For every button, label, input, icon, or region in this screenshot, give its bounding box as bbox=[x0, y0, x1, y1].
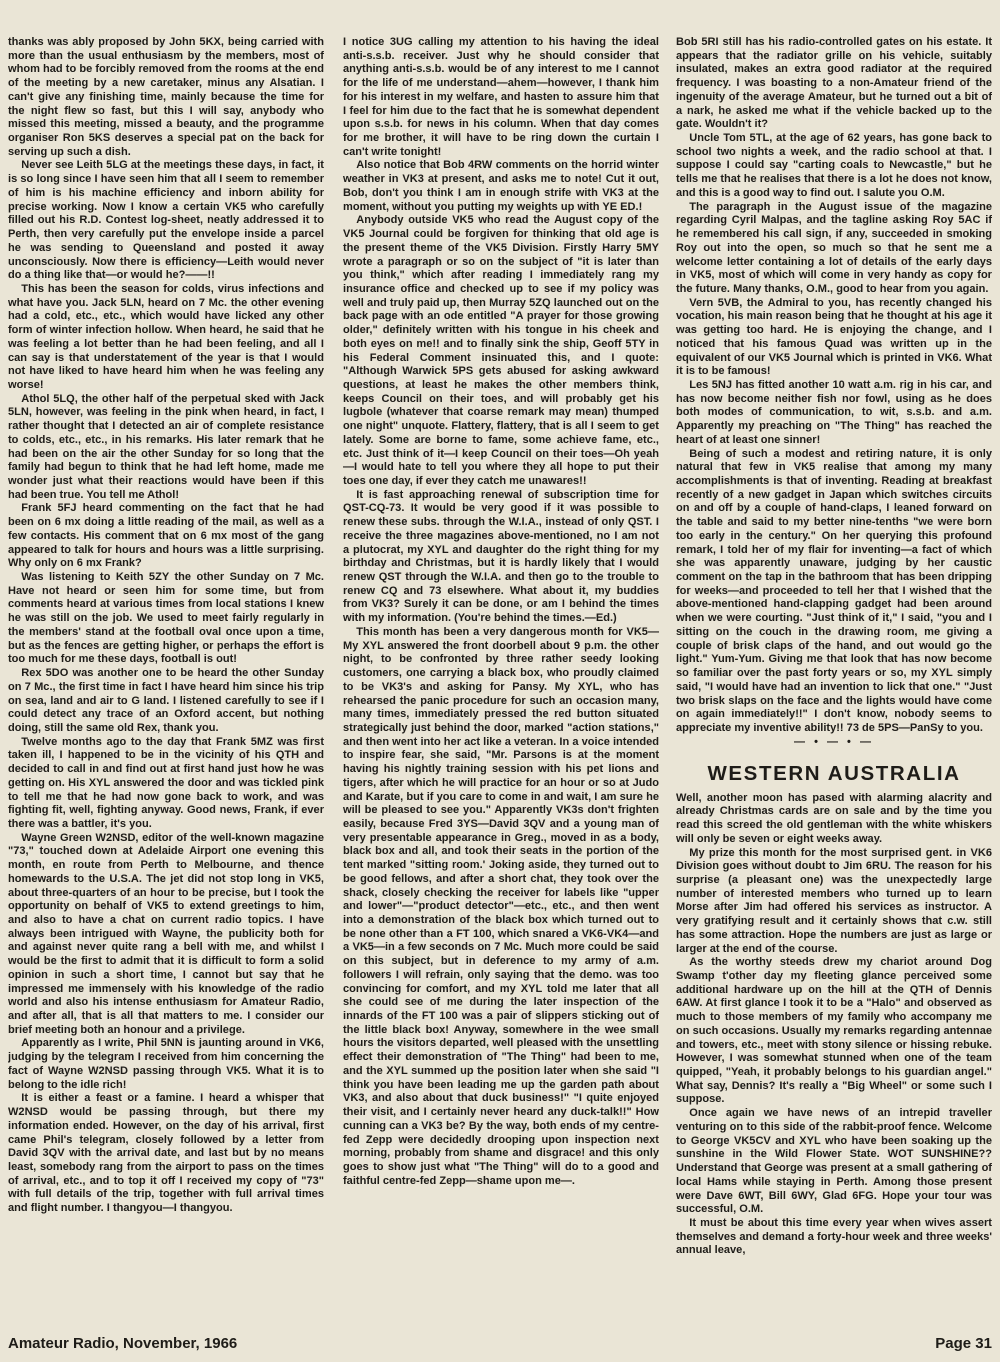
paragraph: Frank 5FJ heard commenting on the fact that he had been on 6 mx doing a little reading of the mail, as well as a few contacts. His comment that on 6 mx most of the gang appeared to talk for hours and hours was a little surprising. Why only on 6 mx Frank? bbox=[8, 502, 324, 570]
paragraph: The paragraph in the August issue of the magazine regarding Cyril Malpas, and the tagline asking Roy 5AC if he remembered his call sign, if any, succeeded in smoking Roy out into the open, so much so that he sent me a welcome letter containing a lot of details of the early days in VK5, most of which will come in very handy as copy for the future. Many thanks, O.M., good to hear from you again. bbox=[676, 200, 992, 295]
paragraph: It is either a feast or a famine. I heard a whisper that W2NSD would be passing through, but there my information ended. However, on the day of his arrival, first came Phil's telegram, closely followed by a letter from David 3QV with the arrival date, and last but by no means least, somebody rang from the airport to pass on the times of arrival, etc., and to top it off I received my copy of "73" with full details of the trip, together with full arrival times and flight number. I thangyou—I thangyou. bbox=[8, 1092, 324, 1215]
paragraph: Rex 5DO was another one to be heard the other Sunday on 7 Mc., the first time in fact I have heard him since his trip on sea, land and air to G land. I listened carefully to see if I could detect any trace of an Oxford accent, but nothing doing, still the same old Rex, thank you. bbox=[8, 667, 324, 734]
column-1 bbox=[8, 36, 324, 1326]
page-number: Page 31 bbox=[935, 1335, 992, 1352]
publication-info: Amateur Radio, November, 1966 bbox=[8, 1335, 238, 1352]
paragraph: It is fast approaching renewal of subscription time for QST-CQ-73. It would be very good if it was possible to renew these subs. through the W.I.A., instead of only QST. I receive the three magazines above-mentioned, no I am not a plutocrat, my XYL and daughter do the right thing for my birthday and Christmas, but it is hardly likely that I would renew QST through the W.I.A. and then go to the trouble to renew CQ and 73 elsewhere. What about it, my buddies from VK3? Surely it can be done, or am I behind the times with my information. (You're behind the times.—Ed.) bbox=[343, 488, 659, 625]
paragraph: Never see Leith 5LG at the meetings these days, in fact, it is so long since I have seen him that all I seem to remember of him is his machine efficiency and inborn ability for precise working. Now I know a certain VK5 who carefully filled out his R.D. Contest log-sheet, neatly addressed it to Perth, then very carefully put the envelope inside a parcel he was sending to Queensland and posted it away unconsciously. Now there is efficiency—Leith would never do a thing like that—or would he?——!! bbox=[8, 159, 324, 282]
column-3-vk5-section bbox=[676, 36, 992, 736]
paragraph: Once again we have news of an intrepid traveller venturing on to this side of the rabbit-proof fence. Welcome to George VK5CV and XYL who have been soaking up the sunshine in the Wild Flower State. WOT SUNSHINE?? Understand that George was present at a small gathering of local Hams while staying in Perth. Among those present were Dave 6WT, Bill 6WY, Glad 6FG. Hope your tour was successful, O.M. bbox=[676, 1107, 992, 1216]
paragraph: As the worthy steeds drew my chariot around Dog Swamp t'other day my fleeting glance perceived some additional hardware up on the hill at the QTH of Dennis 6AW. At first glance I took it to be a "Halo" and observed as much to those members of my family who accompany me on such occasions. Usually my remarks regarding antennae and towers, etc., meet with stony silence or hissing rebuke. However, I was somewhat stunned when one of the team quipped, "Yeah, it probably belongs to his guardian angel." What say, Dennis? It's really a "Big Wheel" or some such I suppose. bbox=[676, 956, 992, 1106]
paragraph: Uncle Tom 5TL, at the age of 62 years, has gone back to school two nights a week, and the radio school at that. I suppose I could say "carting coals to Newcastle," but he tells me that he realises that there is a lot he does not know, and this is a good way to find out. I salute you O.M. bbox=[676, 132, 992, 199]
paragraph: Athol 5LQ, the other half of the perpetual sked with Jack 5LN, however, was feeling in the pink when heard, in fact, I rather thought that I detected an air of complete resistance to colds, etc., etc., in his remarks. His later remark that he had been on the air the other Sunday for so long that the family had begun to think that he had left home, made me wonder just what their reactions would have been if this had been true. You tell me Athol! bbox=[8, 392, 324, 501]
paragraph: Apparently as I write, Phil 5NN is jaunting around in VK6, judging by the telegram I received from him concerning the fact of Wayne W2NSD passing through VK5. What it is to belong to the idle rich! bbox=[8, 1037, 324, 1091]
paragraph: This has been the season for colds, virus infections and what have you. Jack 5LN, heard on 7 Mc. the other evening had a cold, etc., etc., which would have licked any other form of winter infection hollow. When heard, he said that he was feeling a lot better than he had been feeling, and all I can say is that understatement of the year is that I would not have liked to have heard him when he was feeling any worse! bbox=[8, 282, 324, 391]
paragraph: My prize this month for the most surprised gent. in VK6 Division goes without doubt to Jim 6RU. The reason for his surprise (a pleasant one) was the unexpectedly large number of interested members who turned up to learn Morse after Jim had offered his services as instructor. A very gratifying result and it certainly shows that c.w. still has some attraction. Hope the numbers are just as large or larger at the end of the course. bbox=[676, 846, 992, 955]
paragraph: Also notice that Bob 4RW comments on the horrid winter weather in VK3 at present, and asks me to note! Cut it out, Bob, don't you think I am in enough strife with VK3 at the moment, without you putting my weights up with YE ED.! bbox=[343, 159, 659, 213]
paragraph: Was listening to Keith 5ZY the other Sunday on 7 Mc. Have not heard or seen him for some time, but from comments heard at various times from local stations I knew he was still on the job. We used to meet fairly regularly in the members' stand at the football oval once upon a time, but as the fences are getting higher, or perhaps the effort is too much for me these days, football is out! bbox=[8, 571, 324, 666]
western-australia-heading: WESTERN AUSTRALIA bbox=[707, 761, 961, 785]
paragraph: Vern 5VB, the Admiral to you, has recently changed his vocation, his main reason being that he thought at his age it was getting too hard. He is enjoying the change, and I noticed that his famous Quad was written up in the equivalent of our VK5 Journal which is printed in VK6. What it is to be famous! bbox=[676, 296, 992, 378]
column-3-wa-section bbox=[676, 792, 992, 1258]
section-separator: — • — • — bbox=[794, 735, 874, 748]
column-3 bbox=[676, 36, 992, 1326]
paragraph: Wayne Green W2NSD, editor of the well-known magazine "73," touched down at Adelaide Airport one evening this month, en route from Perth to Melbourne, and thence homewards to the U.S.A. The jet did not stop long in VK5, about three-quarters of an hour to be precise, but I took the opportunity on behalf of VK5 to extend greetings to him, and also to have a chat on current radio topics. I have always been intrigued with Wayne, the publicity both for and against never quite rang a bell with me, and whilst I would be the first to admit that it is difficult to form a solid opinion in such a short time, I cannot but say that he impressed me immensely with his knowledge of the radio world and also his intense enthusiasm for Amateur Radio, and after all, that is all that matters to me. I consider our brief meeting both an honour and a privilege. bbox=[8, 831, 324, 1036]
paragraph: Les 5NJ has fitted another 10 watt a.m. rig in his car, and has now become neither fish nor fowl, using as he does both modes of communication, to wit, s.s.b. and a.m. Apparently my preaching on "The Thing" has reached the heart of at least one sinner! bbox=[676, 378, 992, 446]
paragraph: This month has been a very dangerous month for VK5—My XYL answered the front doorbell about 9 p.m. the other night, to be confronted by three rather seedy looking customers, one carrying a black box, who proudly claimed to be VK3's and asking for Pansy. My XYL, who has rehearsed the panic procedure for such an occasion many, many times, immediately pressed the red button situated strategically just behind the door, marked "action stations," and then went into her act like a veteran. In a voice intended to inspire fear, she said, "Mr. Parsons is at the moment having his nightly training session with his pet lions and tigers, after which he will practice for an hour or so at Judo and Karate, but if you care to come in and wait, I am sure he will be pleased to see you." Apparently VK3s don't frighten easily, because Fred 3YS—David 3QV and a young man of very presentable appearance in Greg., moved in as a body, black box and all, and took their seats in the portion of the tent marked "sitting room.' Joking aside, they turned out to be good fellows, and after a short chat, they took over the shack, closely checking the receiver for labels like "upper and lower"—"product detector"—etc., etc., and then went into a demonstration of the black box which turned out to be none other than a FT 100, which snared a VK6-VK4—and a VK5—in a few seconds on 7 Mc. Much more could be said on this subject, but in deference to my army of a.m. followers I will refrain, only saying that the demo. was too convincing for comfort, and my XYL told me later that all she could see of me during the later inspection of the innards of the FT 100 was a pair of slippers sticking out of the little black box! Anyway, somewhere in the wee small hours the visitors departed, well pleased with the unsettling effect their demonstration of "The Thing" had been to me, and the XYL summed up the position later when she said "I think you have been leading me up the garden path about VK3, and also about that duck business!" "I quite enjoyed their visit, and I certainly never heard any duck-talk!!" How cunning can a VK3 be? By the way, both ends of my centre-fed Zepp were decidedly drooping upon inspection next morning, probably from shame and disgrace! and this only goes to show just what "The Thing" will do to a good and faithful centre-fed Zepp—shame upon me—. bbox=[343, 625, 659, 1187]
paragraph: It must be about this time every year when wives assert themselves and demand a forty-hour week and three weeks' annual leave, bbox=[676, 1216, 992, 1257]
paragraph: Twelve months ago to the day that Frank 5MZ was first taken ill, I happened to be in the vicinity of his QTH and decided to call in and find out at first hand just how he was getting on. His XYL answered the door and was tickled pink to tell me that he had now gone back to work, and was fighting fit, well, fighting anyway. Good news, Frank, if ever there was a battler, it's you. bbox=[8, 735, 324, 830]
paragraph: Being of such a modest and retiring nature, it is only natural that few in VK5 realise that among my many accomplishments is that of inventing. Reading at breakfast recently of a new gadget in Japan which switches circuits on and off by a couple of hand-claps, I leaned forward on the table and said to my better nine-tenths "we were born too early in the century." On her querying this profound remark, I told her of my flair for inventing—a fact of which she was apparently unaware, judging by her caustic comment on the tap in the bathroom that has been dripping for weeks—and proceeded to tell her that I wished that the above-mentioned hand-clapping gadget had been around when we were courting. "Just think of it," I said, "you and I sitting on the couch in the drawing room, me giving a couple of brisk claps of the hand, and out would go the light." Yum-Yum. Giving me that look that has now become so familiar over the past forty years or so, my XYL simply said, "I would have had an invention to lick that one." "Just two brisk slaps on the face and the lights would have come on again immediately!!" I don't know, nobody seems to appreciate my inventive ability!! 73 de 5PS—PanSy to you. bbox=[676, 447, 992, 734]
page-footer bbox=[8, 1335, 992, 1357]
column-2 bbox=[343, 36, 659, 1326]
paragraph: Bob 5RI still has his radio-controlled gates on his estate. It appears that the radiator grille on his vehicle, suitably insulated, makes an extra good radiator at the required frequency. I was boasting to a non-Amateur friend of the ingenuity of the average Amateur, but he turned out a bit of a nark, he asked me what if the vehicle backed up to the gate. Wouldn't it? bbox=[676, 36, 992, 131]
paragraph: I notice 3UG calling my attention to his having the ideal anti-s.s.b. receiver. Just why he should consider that anything anti-s.s.b. would be of any interest to me I cannot for the life of me understand—ahem—however, I thank him for his interest in my welfare, and hasten to assure him that I feel for him due to the fact that he is somewhat dependent upon s.s.b. for news in his column. When that day comes for me brother, it will have to be ring down the curtain I can't write tonight! bbox=[343, 36, 659, 158]
paragraph: Anybody outside VK5 who read the August copy of the VK5 Journal could be forgiven for thinking that old age is the present theme of the VK5 Division. Firstly Harry 5MY wrote a paragraph or so on the subject of "it is later than you think," which after reading I immediately rang my insurance office and checked up to see if my policy was well and truly paid up, then Murray 5ZQ launched out on the back page with an ode entitled "A prayer for those growing older," definitely written with his tongue in his cheek and both eyes on me!! and to finally sink the ship, Geoff 5TY in his Federal Comment insinuated this, and I quote: "Although Warwick 5PS gets abused for asking awkward questions, at least he makes the other members think, keeps Council on their toes, and will probably get his lugbole (whatever that coarse remark may mean) thumped one night" unquote. Flattery, flattery, that is all I seem to get lately. Some are borne to fame, some achieve fame, etc., etc. Just think of it—I keep Council on their toes—Oh yeah—I would hate to tell you where they all hope to put their toes one day, if ever they catch me unawares!! bbox=[343, 214, 659, 487]
paragraph: thanks was ably proposed by John 5KX, being carried with more than the usual enthusiasm by the members, most of whom had to be forcibly removed from the rooms at the end of the meeting by a new caretaker, minus any Alsatian. I can't give any finishing time, mainly because the time for the night flew so fast, but this I will say, anybody who missed this meeting, missed a beauty, and the programme organiser Ron 5KS deserves a special pat on the back for serving up such a dish. bbox=[8, 36, 324, 158]
paragraph: Well, another moon has pased with alarming alacrity and already Christmas cards are on sale and by the time you read this screed the old gentleman with the white whiskers will only be seven or eight weeks away. bbox=[676, 791, 992, 845]
